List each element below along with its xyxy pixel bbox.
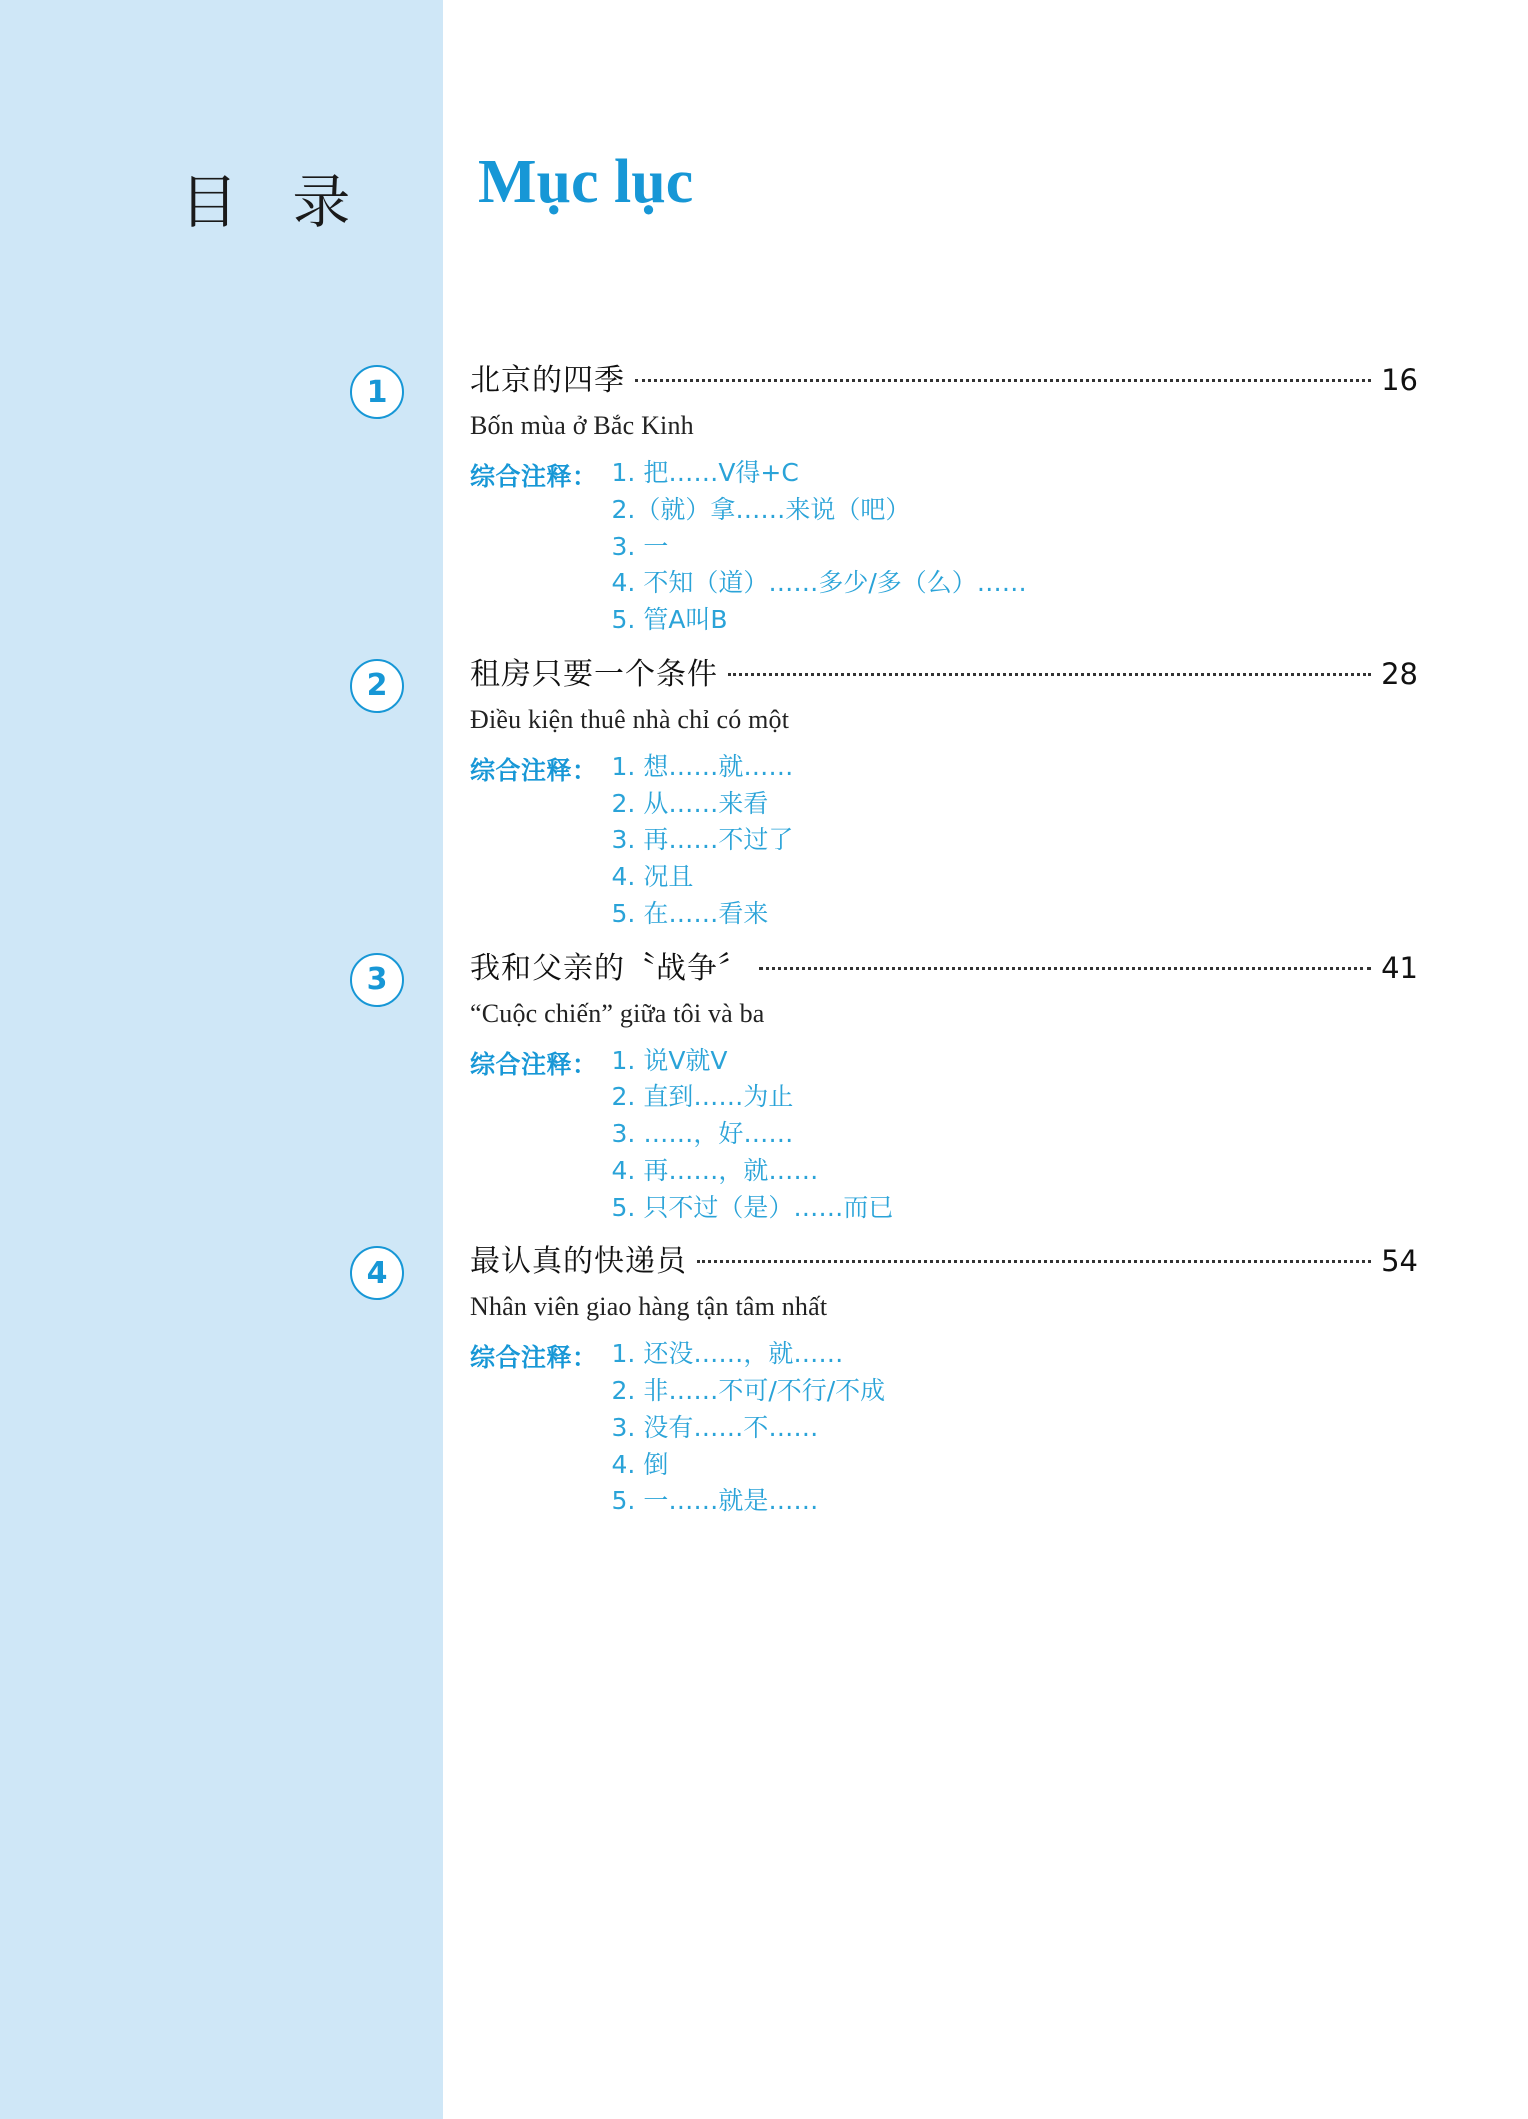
chapter-subtitle-vietnamese: Bốn mùa ở Bắc Kinh [470, 411, 694, 440]
note-item: 3. 再……不过了 [611, 825, 794, 855]
toc-title-row[interactable] [470, 649, 1418, 693]
note-item: 4. 倒 [611, 1449, 669, 1479]
leader-dots [759, 966, 1371, 970]
notes-label: 综合注释： [470, 1049, 598, 1079]
chapter-number-badge: 2 [350, 659, 404, 713]
toc-title-row[interactable] [470, 1236, 1418, 1280]
note-item: 3. 没有……不…… [611, 1412, 819, 1442]
toc-entry[interactable] [0, 943, 1528, 1227]
chapter-number-badge: 1 [350, 365, 404, 419]
notes-list [612, 455, 1027, 639]
chapter-subtitle-vietnamese: Nhân viên giao hàng tận tâm nhất [470, 1292, 828, 1322]
page-number: 16 [1381, 363, 1418, 397]
notes-block [470, 749, 1418, 933]
chapter-title[interactable]: 北京的四季 [470, 363, 625, 398]
notes-block [470, 1336, 1418, 1520]
page-header [0, 148, 1528, 265]
page-number: 28 [1381, 656, 1418, 691]
toc-title-row[interactable] [470, 355, 1418, 399]
note-item: 1. 把……V得+C [611, 458, 799, 487]
notes-block [470, 455, 1418, 639]
toc-entry-body [470, 943, 1418, 1227]
table-of-contents [0, 355, 1528, 1530]
toc-entry-body [470, 649, 1418, 933]
chapter-title[interactable]: 最认真的快递员 [470, 1244, 687, 1280]
leader-dots [697, 1259, 1371, 1263]
toc-entry-body [470, 355, 1418, 639]
notes-list [612, 1336, 886, 1520]
note-item: 4. 况且 [611, 862, 694, 891]
note-item: 2. 非……不可/不行/不成 [611, 1376, 886, 1405]
notes-label: 综合注释： [470, 755, 598, 785]
note-item: 1. 说V就V [611, 1045, 728, 1075]
leader-dots [728, 672, 1371, 676]
chapter-title[interactable]: 租房只要一个条件 [470, 656, 718, 692]
note-item: 2. 从……来看 [611, 788, 769, 818]
note-item: 4. 不知（道）……多少/多（么）…… [611, 568, 1027, 598]
toc-entry-body [470, 1236, 1418, 1520]
chapter-number-badge: 3 [350, 953, 404, 1007]
toc-entry[interactable] [0, 649, 1528, 933]
toc-entry[interactable] [0, 355, 1528, 639]
toc-entry[interactable] [0, 1236, 1528, 1520]
notes-label: 综合注释： [470, 1343, 598, 1373]
page-title-chinese: 目 录 [180, 168, 369, 236]
leader-dots [635, 378, 1371, 382]
notes-label: 综合注释： [470, 462, 598, 491]
note-item: 1. 还没……，就…… [611, 1339, 844, 1369]
note-item: 4. 再……，就…… [611, 1155, 819, 1185]
note-item: 3. ……，好…… [611, 1119, 794, 1148]
chapter-number-badge: 4 [350, 1246, 404, 1300]
note-item: 3. 一 [611, 531, 669, 561]
toc-title-row[interactable] [470, 943, 1418, 987]
note-item: 2. 直到……为止 [611, 1082, 794, 1112]
page-number: 41 [1381, 950, 1418, 985]
notes-list [612, 1043, 894, 1227]
page-title-vietnamese: Mục lục [478, 148, 694, 216]
chapter-subtitle-vietnamese: Điều kiện thuê nhà chỉ có một [470, 704, 790, 734]
chapter-subtitle-vietnamese: “Cuộc chiến” giữa tôi và ba [470, 998, 765, 1028]
chapter-title[interactable]: 我和父亲的〝战争〞 [470, 950, 749, 986]
note-item: 5. 一……就是…… [611, 1486, 819, 1516]
note-item: 5. 在……看来 [611, 898, 769, 928]
notes-list [612, 749, 794, 933]
page-number: 54 [1381, 1244, 1418, 1279]
notes-block [470, 1043, 1418, 1227]
note-item: 5. 管A叫B [611, 605, 728, 634]
note-item: 2.（就）拿……来说（吧） [611, 494, 911, 524]
note-item: 5. 只不过（是）……而已 [611, 1192, 894, 1222]
note-item: 1. 想……就…… [611, 751, 794, 781]
